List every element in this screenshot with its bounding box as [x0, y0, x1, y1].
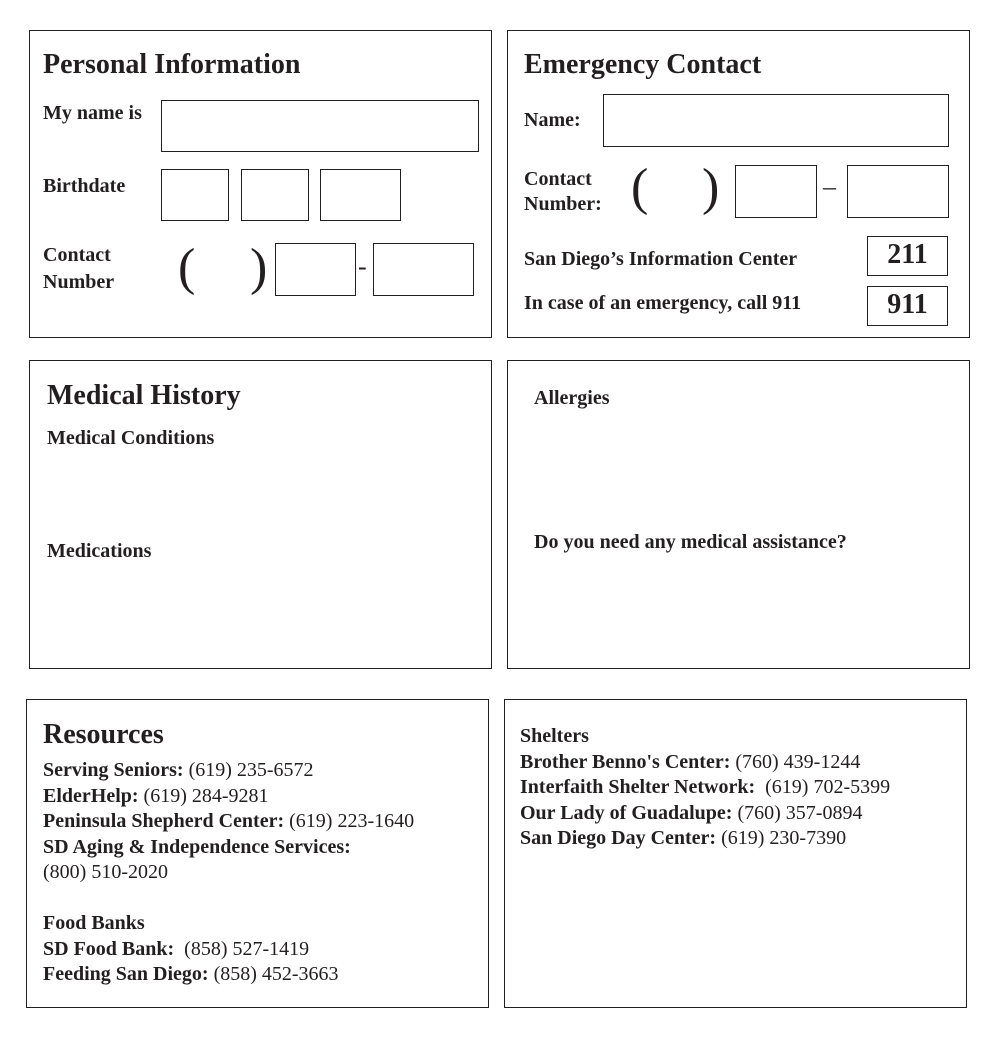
resources-card — [26, 699, 489, 1008]
resource-item-phone: (800) 510-2020 — [43, 861, 168, 883]
medical-assistance-label: Do you need any medical assistance? — [534, 531, 847, 553]
phone-prefix-input[interactable] — [275, 243, 356, 296]
emergency-name-label: Name: — [524, 109, 581, 131]
food-bank-item: Feeding San Diego: (858) 452-3663 — [43, 963, 339, 985]
birthdate-year-input[interactable] — [320, 169, 401, 221]
resource-item: Serving Seniors: (619) 235-6572 — [43, 759, 314, 781]
shelters-card — [504, 699, 967, 1008]
shelter-item: Brother Benno's Center: (760) 439-1244 — [520, 750, 861, 773]
name-input[interactable] — [161, 100, 479, 152]
shelters-title: Shelters — [520, 725, 589, 747]
resources-title: Resources — [43, 719, 164, 750]
resource-item: Peninsula Shepherd Center: (619) 223-1640 — [43, 810, 415, 832]
shelter-item: Interfaith Shelter Network: (619) 702-5399 — [520, 776, 891, 798]
spacer — [43, 886, 414, 912]
resources-list — [43, 758, 414, 988]
shelter-item: San Diego Day Center: (619) 230-7390 — [520, 827, 847, 849]
resource-item: SD Aging & Independence Services: — [43, 835, 351, 858]
shelter-item: Our Lady of Guadalupe: (760) 357-0894 — [520, 801, 863, 824]
emergency-contact-card — [507, 30, 970, 338]
shelters-list — [520, 724, 890, 852]
medical-conditions-label: Medical Conditions — [47, 427, 215, 449]
phone-line-input[interactable] — [373, 243, 474, 296]
birthdate-day-input[interactable] — [241, 169, 309, 221]
allergies-label: Allergies — [534, 387, 610, 409]
emergency-area-code-open-paren: ( — [631, 159, 649, 216]
personal-information-card — [29, 30, 492, 338]
emergency-number: 911 — [867, 286, 948, 326]
medical-history-title: Medical History — [47, 380, 241, 411]
emergency-contact-number-label — [524, 167, 602, 216]
contact-number-label — [43, 243, 114, 294]
my-name-label: My name is — [43, 102, 142, 124]
emergency-contact-label-line-2: Number: — [524, 193, 602, 215]
resource-item: ElderHelp: (619) 284-9281 — [43, 784, 269, 807]
emergency-area-code-close-paren: ) — [702, 159, 720, 216]
info-center-number: 211 — [867, 236, 948, 276]
emergency-call-label: In case of an emergency, call 911 — [524, 292, 802, 314]
food-banks-title: Food Banks — [43, 912, 145, 934]
area-code-close-paren: ) — [250, 239, 268, 296]
allergies-card — [507, 360, 970, 669]
phone-dash: - — [358, 252, 367, 281]
emergency-contact-label-line-1: Contact — [524, 168, 592, 190]
personal-information-title: Personal Information — [43, 49, 301, 80]
birthdate-label: Birthdate — [43, 175, 126, 197]
emergency-phone-line-input[interactable] — [847, 165, 949, 218]
contact-label-line-2: Number — [43, 271, 115, 293]
emergency-phone-prefix-input[interactable] — [735, 165, 817, 218]
area-code-open-paren: ( — [178, 239, 196, 296]
medications-label: Medications — [47, 540, 152, 562]
birthdate-month-input[interactable] — [161, 169, 229, 221]
emergency-name-input[interactable] — [603, 94, 949, 147]
medical-history-card — [29, 360, 492, 669]
emergency-contact-title: Emergency Contact — [524, 49, 762, 80]
info-center-label: San Diego’s Information Center — [524, 248, 798, 270]
food-bank-item: SD Food Bank: (858) 527-1419 — [43, 937, 310, 960]
contact-label-line-1: Contact — [43, 244, 111, 266]
emergency-phone-dash: – — [823, 172, 836, 201]
